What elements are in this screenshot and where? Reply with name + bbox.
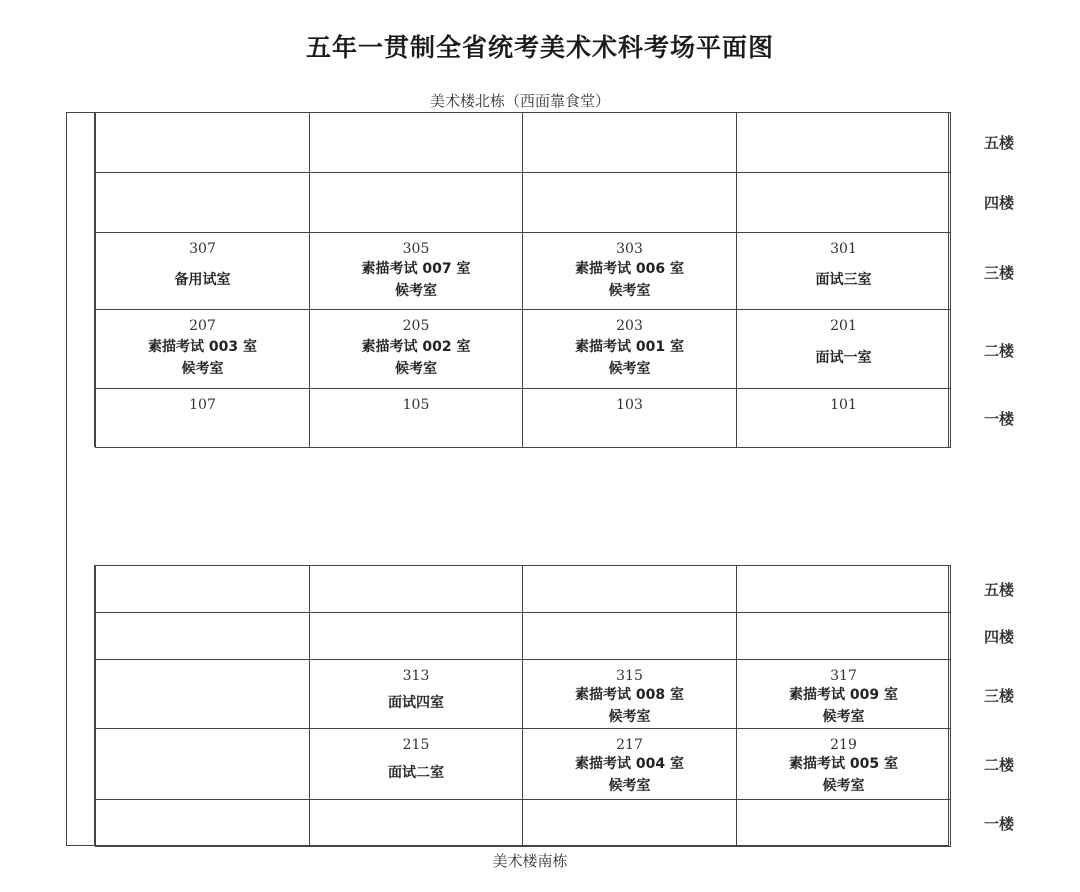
north-room-cell (736, 309, 951, 389)
room-purpose-line: 候考室 (608, 283, 651, 299)
room-number: 217 (616, 737, 643, 753)
north-floor-label: 一楼 (984, 410, 1015, 428)
south-room-cell (309, 565, 523, 613)
south-room-cell (736, 565, 951, 613)
north-room-cell (736, 172, 951, 233)
north-floor-label: 三楼 (984, 264, 1015, 282)
north-room-cell (95, 112, 310, 173)
south-room-cell (309, 728, 523, 800)
room-purpose (148, 334, 257, 382)
room-number: 103 (616, 397, 643, 413)
south-building-label: 美术楼南栋 (492, 852, 568, 870)
room-purpose (388, 684, 444, 722)
room-purpose (789, 684, 898, 728)
south-room-cell (522, 659, 737, 729)
room-number: 219 (830, 737, 857, 753)
room-purpose-line: 候考室 (181, 361, 224, 377)
south-room-cell (736, 612, 951, 660)
room-number: 207 (189, 318, 216, 334)
south-room-cell (522, 728, 737, 800)
page-title: 五年一贯制全省统考美术术科考场平面图 (305, 33, 774, 62)
room-purpose-line: 候考室 (394, 361, 437, 377)
room-purpose-line: 面试一室 (815, 350, 872, 366)
north-room-cell (309, 388, 523, 448)
north-floor-label: 五楼 (984, 134, 1015, 152)
room-purpose-line: 素描考试 007 室 (361, 261, 471, 277)
room-purpose-line: 面试二室 (388, 765, 444, 781)
room-number: 317 (830, 668, 857, 684)
south-floor-label: 四楼 (984, 628, 1015, 646)
north-room-cell (309, 232, 523, 310)
room-purpose (175, 257, 231, 303)
room-purpose-line: 候考室 (394, 283, 437, 299)
room-number: 313 (402, 668, 430, 684)
room-purpose-line: 面试四室 (388, 695, 444, 711)
south-room-cell (95, 612, 310, 660)
room-purpose (575, 257, 684, 303)
room-purpose (816, 257, 872, 303)
south-room-cell (736, 659, 951, 729)
north-room-cell (736, 112, 951, 173)
south-room-cell (736, 728, 951, 800)
south-room-cell (95, 728, 310, 800)
north-room-cell (522, 309, 737, 389)
room-number: 305 (402, 241, 430, 257)
room-purpose-line: 备用试室 (174, 272, 231, 288)
north-building-label: 美术楼北栋（西面靠食堂） (429, 92, 610, 110)
room-number: 301 (830, 241, 857, 257)
room-purpose-line: 素描考试 009 室 (789, 687, 898, 703)
north-floor-label: 四楼 (984, 194, 1015, 212)
room-purpose (575, 334, 684, 382)
south-room-cell (309, 799, 523, 847)
room-purpose-line: 候考室 (822, 778, 865, 794)
room-purpose-line: 素描考试 001 室 (575, 339, 684, 355)
room-purpose-line: 素描考试 005 室 (789, 756, 898, 772)
room-number: 201 (830, 318, 857, 334)
room-number: 205 (402, 318, 430, 334)
north-room-cell (309, 309, 523, 389)
room-purpose (816, 334, 872, 382)
north-room-cell (522, 232, 737, 310)
south-floor-label: 五楼 (984, 581, 1015, 599)
room-purpose (362, 257, 471, 303)
north-room-cell (522, 112, 737, 173)
south-room-cell (522, 565, 737, 613)
north-room-cell (95, 232, 310, 310)
room-purpose-line: 候考室 (608, 361, 651, 377)
south-floor-label: 三楼 (984, 687, 1015, 705)
room-purpose (575, 684, 684, 728)
room-number: 107 (189, 397, 216, 413)
south-room-cell (95, 565, 310, 613)
south-room-cell (522, 799, 737, 847)
north-room-cell (309, 172, 523, 233)
south-floor-label: 二楼 (984, 756, 1015, 774)
room-purpose (388, 753, 444, 793)
south-room-cell (95, 659, 310, 729)
room-number: 101 (830, 397, 857, 413)
north-floor-label: 二楼 (984, 342, 1015, 360)
room-purpose (575, 753, 684, 797)
room-number: 303 (616, 241, 643, 257)
north-room-cell (95, 309, 310, 389)
room-number: 203 (616, 318, 643, 334)
south-room-cell (309, 612, 523, 660)
room-number: 315 (616, 668, 643, 684)
south-room-cell (309, 659, 523, 729)
room-purpose-line: 候考室 (822, 709, 865, 725)
room-purpose (789, 753, 898, 797)
north-room-cell (522, 172, 737, 233)
north-room-cell (95, 388, 310, 448)
north-room-cell (309, 112, 523, 173)
north-room-cell (522, 388, 737, 448)
room-purpose-line: 素描考试 002 室 (361, 339, 471, 355)
courtyard-gap (94, 447, 950, 565)
south-room-cell (95, 799, 310, 847)
north-room-cell (736, 388, 951, 448)
room-number: 215 (402, 737, 430, 753)
south-room-cell (736, 799, 951, 847)
room-purpose-line: 素描考试 006 室 (575, 261, 684, 277)
room-number: 105 (402, 397, 430, 413)
room-number: 307 (189, 241, 216, 257)
room-purpose-line: 候考室 (608, 778, 651, 794)
room-purpose-line: 候考室 (608, 709, 651, 725)
north-room-cell (95, 172, 310, 233)
room-purpose-line: 素描考试 008 室 (575, 687, 684, 703)
south-floor-label: 一楼 (984, 815, 1015, 833)
south-room-cell (522, 612, 737, 660)
room-purpose (362, 334, 471, 382)
room-purpose-line: 素描考试 004 室 (575, 756, 684, 772)
room-purpose-line: 面试三室 (815, 272, 872, 288)
room-purpose-line: 素描考试 003 室 (148, 339, 257, 355)
north-room-cell (736, 232, 951, 310)
